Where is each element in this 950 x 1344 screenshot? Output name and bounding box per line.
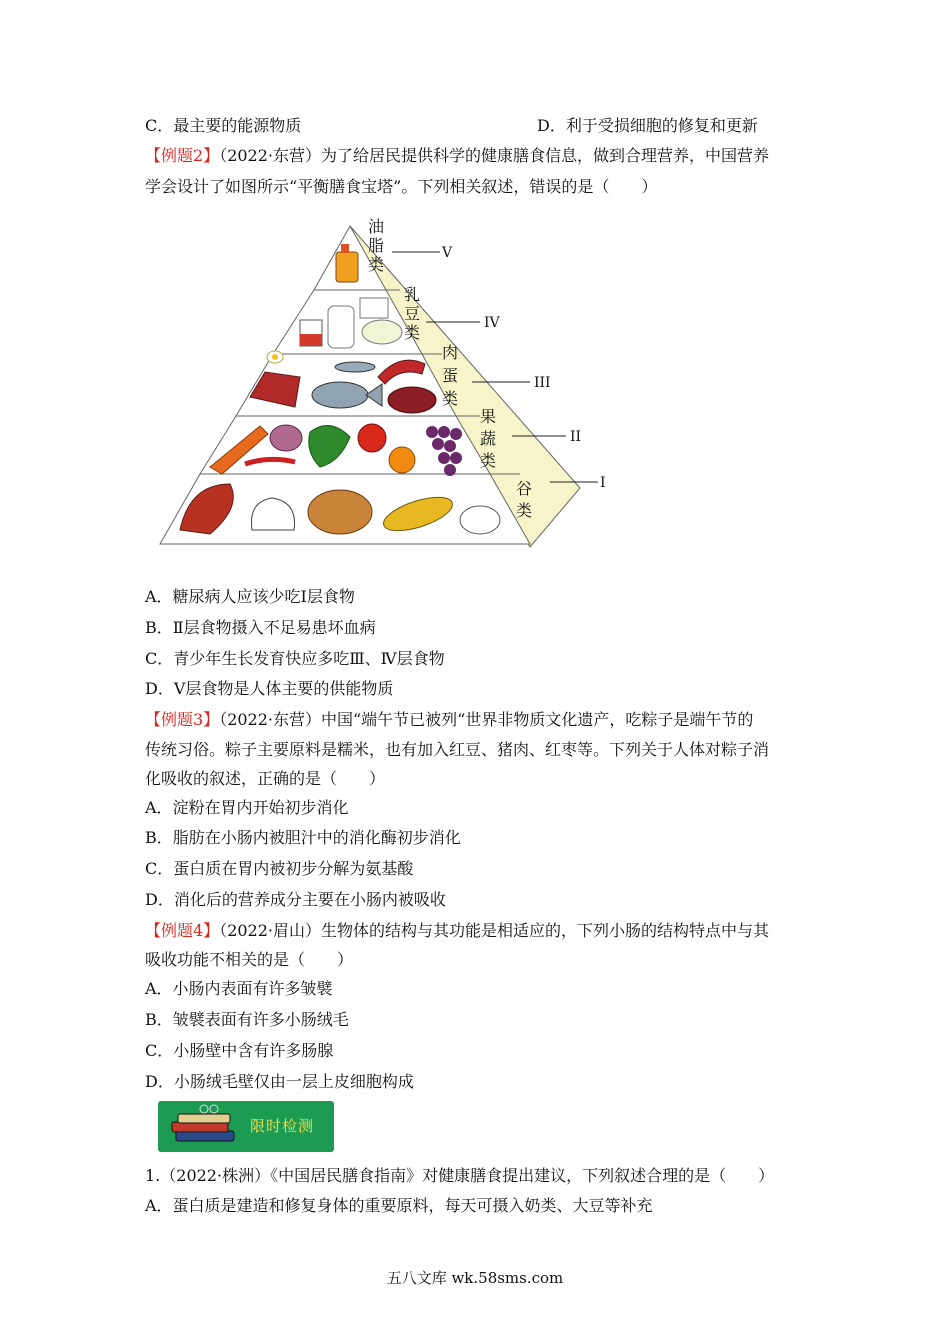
tofu-icon <box>360 298 388 318</box>
orange-icon <box>389 447 415 473</box>
q4-stem-line2: 吸收功能不相关的是（ ） <box>145 950 354 969</box>
q3-option-d: D．消化后的营养成分主要在小肠内被吸收 <box>145 890 446 909</box>
q2-option-d: D．Ⅴ层食物是人体主要的供能物质 <box>145 679 394 698</box>
q2-stem-line2: 学会设计了如图所示“平衡膳食宝塔”。下列相关叙述，错误的是（ ） <box>145 177 658 196</box>
q4-tag: 【例题4】 <box>145 921 220 940</box>
q2-option-a: A．糖尿病人应该少吃Ⅰ层食物 <box>145 587 355 606</box>
q2-option-c: C．青少年生长发育快应多吃Ⅲ、Ⅳ层食物 <box>145 649 445 668</box>
level-ii-label: II <box>570 429 582 445</box>
milk-bottle-icon <box>328 306 354 348</box>
label-fruit-veg: 果蔬类 <box>480 407 497 470</box>
level-i-label: I <box>600 475 606 491</box>
option-d: D．利于受损细胞的修复和更新 <box>537 116 758 135</box>
option-c: C．最主要的能源物质 <box>145 116 302 135</box>
q3-option-b: B．脂肪在小肠内被胆汁中的消化酶初步消化 <box>145 828 461 847</box>
bread-icon <box>308 490 372 534</box>
q5-stem: 1.（2022·株洲）《中国居民膳食指南》对健康膳食提出建议，下列叙述合理的是（ ） <box>145 1166 775 1185</box>
q3-stem-line1 <box>145 710 753 730</box>
q3-stem-line2: 传统习俗。粽子主要原料是糯米，也有加入红豆、猪肉、红枣等。下列关于人体对粽子消 <box>145 740 770 759</box>
section-badge <box>158 1101 334 1152</box>
q3-tag: 【例题3】 <box>145 710 220 729</box>
q4-option-b: B．皱襞表面有许多小肠绒毛 <box>145 1010 349 1029</box>
q3-stem-line3: 化吸收的叙述，正确的是（ ） <box>145 769 386 788</box>
q4-stem-line1 <box>145 921 769 941</box>
onion-icon <box>270 425 302 451</box>
q4-option-c: C．小肠壁中含有许多肠腺 <box>145 1041 334 1060</box>
q4-option-a: A．小肠内表面有许多皱襞 <box>145 979 333 998</box>
q3-option-a: A．淀粉在胃内开始初步消化 <box>145 798 349 817</box>
level-iii-label: III <box>534 375 551 391</box>
fish-icon <box>312 382 368 408</box>
q4-option-d: D．小肠绒毛壁仅由一层上皮细胞构成 <box>145 1072 414 1091</box>
tomato-icon <box>358 424 386 452</box>
oil-bottle-icon <box>336 252 358 282</box>
q2-tag: 【例题2】 <box>145 146 220 165</box>
food-pyramid-figure <box>150 212 620 557</box>
rice-bowl-icon <box>460 506 500 534</box>
q3-text1: （2022·东营）中国“端午节已被列“世界非物质文化遗产，吃粽子是端午节的 <box>219 710 754 729</box>
section-badge-label: 限时检测 <box>250 1117 315 1135</box>
q4-text1: （2022·眉山）生物体的结构与其功能是相适应的，下列小肠的结构特点中与其 <box>219 921 769 940</box>
label-dairy: 乳豆类 <box>404 285 421 342</box>
q2-option-b: B．Ⅱ层食物摄入不足易患坏血病 <box>145 618 376 637</box>
books-icon <box>164 1101 244 1152</box>
level-iv-label: IV <box>484 315 500 331</box>
q3-option-c: C．蛋白质在胃内被初步分解为氨基酸 <box>145 859 414 878</box>
label-oil: 油脂类 <box>368 217 385 274</box>
q5-option-a: A．蛋白质是建造和修复身体的重要原料，每天可摄入奶类、大豆等补充 <box>145 1196 653 1215</box>
label-meat: 肉蛋类 <box>442 343 459 408</box>
q2-stem-line1 <box>145 146 769 166</box>
liver-icon <box>388 387 436 413</box>
footer-watermark: 五八文库 wk.58sms.com <box>386 1269 564 1287</box>
label-grain: 谷类 <box>516 479 533 520</box>
soy-bowl-icon <box>362 320 402 344</box>
level-v-label: V <box>442 245 453 261</box>
q2-text1: （2022·东营）为了给居民提供科学的健康膳食信息，做到合理营养，中国营养 <box>219 146 769 165</box>
